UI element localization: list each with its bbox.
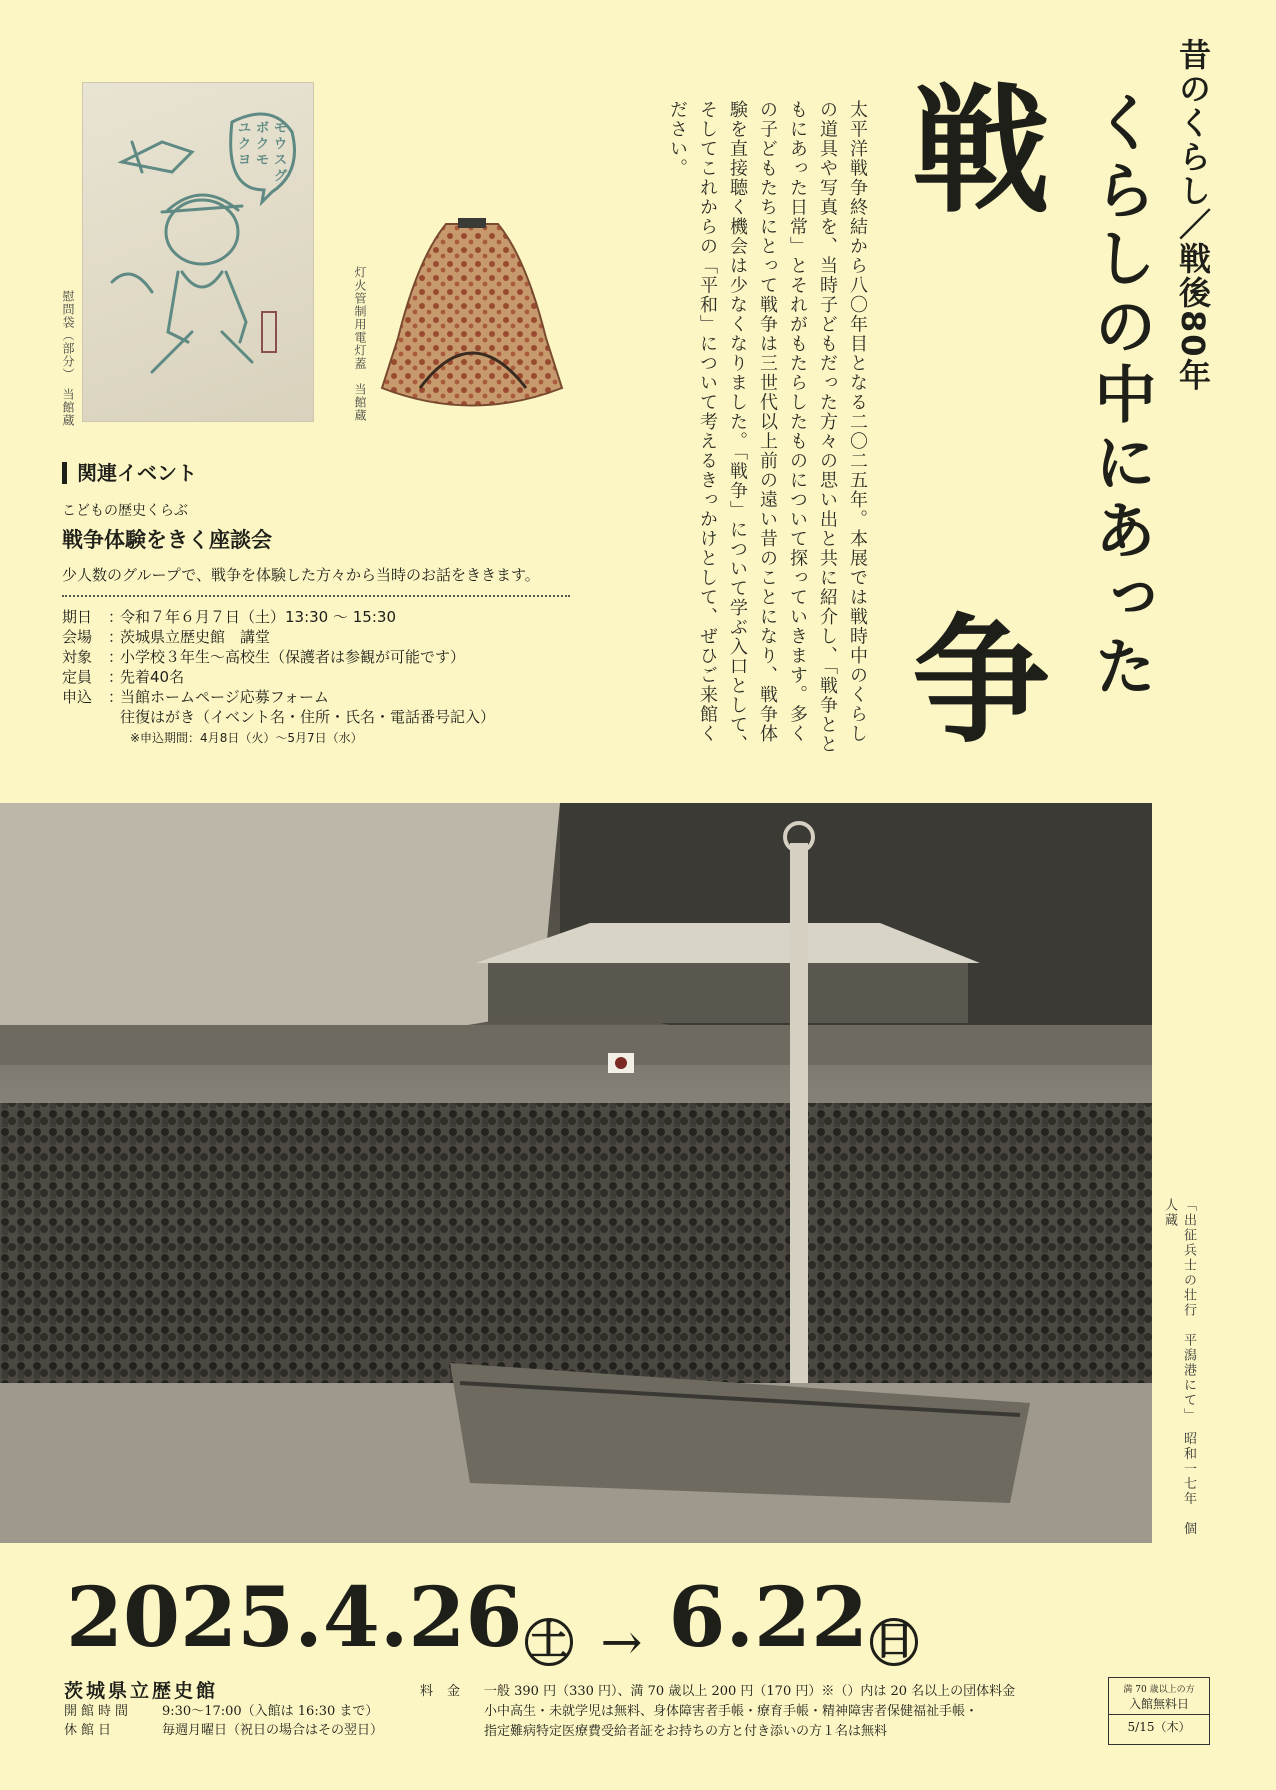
arrow-icon: → xyxy=(600,1612,643,1671)
event-venue-row xyxy=(62,627,582,647)
svg-text:ボ: ボ xyxy=(256,121,270,136)
series-label: 昔のくらし／戦後80年 xyxy=(1174,38,1212,393)
open-hours-label: 開館時間 xyxy=(64,1704,133,1719)
exhibition-subtitle: くらしの中にあった xyxy=(1084,90,1157,702)
venue-name: 茨城県立歴史館 xyxy=(64,1680,219,1702)
lamp-shade-image xyxy=(376,218,568,423)
event-venue-label: 会場 xyxy=(62,628,93,646)
comfort-bag-illustration xyxy=(82,82,314,422)
event-description: 少人数のグループで、戦争を体験した方々から当時のお話をききます。 xyxy=(62,566,540,584)
svg-text:ク: ク xyxy=(256,137,270,152)
svg-text:ユ: ユ xyxy=(238,121,252,136)
event-target-row xyxy=(62,647,582,667)
event-apply-label: 申込 xyxy=(62,688,93,706)
free-day-label: 入館無料日 xyxy=(1109,1695,1209,1715)
svg-text:ヨ: ヨ xyxy=(238,153,252,168)
fees-label: 料金 xyxy=(420,1684,475,1699)
fees-line-1: 一般 390 円（330 円）、満 70 歳以上 200 円（170 円）※（）内は 20 名以上の団体料金 xyxy=(484,1684,1016,1699)
event-heading: 関連イベント xyxy=(62,462,582,484)
end-day-of-week: 日 xyxy=(870,1618,918,1666)
photo-caption: 「出征兵士の壮行 平潟港にて」 昭和一七年 個人蔵 xyxy=(1162,1198,1196,1537)
separator: ： xyxy=(108,648,124,666)
separator: ： xyxy=(108,688,124,706)
free-day-date: 5/15（木） xyxy=(1127,1720,1191,1734)
event-capacity-value: 先着40名 xyxy=(120,668,185,686)
fees-line-2: 小中高生・未就学児は無料、身体障害者手帳・療育手帳・精神障害者保健福祉手帳・ xyxy=(484,1704,979,1719)
event-capacity-row xyxy=(62,667,582,687)
svg-text:ウ: ウ xyxy=(274,137,288,152)
open-hours-value: 9:30～17:00（入館は 16:30 まで） xyxy=(162,1704,379,1719)
event-capacity-label: 定員 xyxy=(62,668,93,686)
admission-fees xyxy=(420,1682,1040,1742)
separator: ： xyxy=(108,668,124,686)
exhibition-title-char-2: 争 xyxy=(912,599,1051,762)
closed-days-value: 毎週月曜日（祝日の場合はその翌日） xyxy=(162,1723,384,1738)
opening-hours xyxy=(64,1702,383,1740)
separator: ： xyxy=(108,608,124,626)
exhibition-title-char-1: 戦 xyxy=(912,69,1051,232)
event-date-row xyxy=(62,607,582,627)
start-day-of-week: 土 xyxy=(525,1618,573,1666)
fees-line-3: 指定難病特定医療費受給者証をお持ちの方と付き添いの方１名は無料 xyxy=(484,1724,888,1739)
event-apply-period: ※申込期間：4月8日（火）～5月7日（水） xyxy=(130,731,363,745)
shade-caption: 灯火管制用電灯蓋 当館蔵 xyxy=(353,266,367,422)
free-day-note: 満 70 歳以上の方 xyxy=(1123,1685,1195,1695)
start-date: 2025.4.26 xyxy=(66,1570,523,1666)
exhibition-dates xyxy=(66,1570,920,1671)
event-venue-value: 茨城県立歴史館 講堂 xyxy=(120,628,271,646)
event-date-value: 令和７年６月７日（土）13:30 ～ 15:30 xyxy=(120,608,396,626)
end-date: 6.22 xyxy=(668,1570,869,1666)
free-admission-day-box xyxy=(1108,1677,1210,1745)
event-apply-value-1: 当館ホームページ応募フォーム xyxy=(120,688,329,706)
svg-text:ス: ス xyxy=(274,153,288,168)
event-target-label: 対象 xyxy=(62,648,93,666)
svg-text:モ: モ xyxy=(256,153,270,168)
svg-text:グ: グ xyxy=(274,169,288,184)
closed-days-label: 休館日 xyxy=(64,1723,116,1738)
event-subheading: こどもの歴史くらぶ xyxy=(62,503,188,519)
event-target-value: 小学校３年生～高校生（保護者は参観が可能です） xyxy=(120,648,466,666)
svg-text:モ: モ xyxy=(274,121,288,136)
event-date-label: 期日 xyxy=(62,608,93,626)
bag-caption: 慰問袋（部分） 当館蔵 xyxy=(61,290,75,427)
intro-paragraph: 太平洋戦争終結から八〇年目となる二〇二五年。本展では戦時中のくらしの道具や写真を、当時子どもだった方々の思い出と共に紹介し、「戦争とともにあった日常」とそれがもたらしたものについて探っていきます。多くの子どもたちにとって戦争は三世代以上前の遠い昔のことになり、戦争体験を直接聴く機会は少なくなりました。「戦争」について学ぶ入口として、そしてこれからの「平和」について考えるきっかけとして、ぜひご来館ください。 xyxy=(667,100,868,754)
related-event xyxy=(62,462,582,746)
dotted-divider xyxy=(62,595,570,597)
historical-photo xyxy=(0,803,1152,1543)
comfort-bag-image xyxy=(82,82,314,422)
svg-text:ク: ク xyxy=(238,137,252,152)
separator: ： xyxy=(108,628,124,646)
event-apply-value-2: 往復はがき（イベント名・住所・氏名・電話番号記入） xyxy=(120,708,496,726)
event-apply-row xyxy=(62,687,582,707)
event-title: 戦争体験をきく座談会 xyxy=(62,528,272,552)
